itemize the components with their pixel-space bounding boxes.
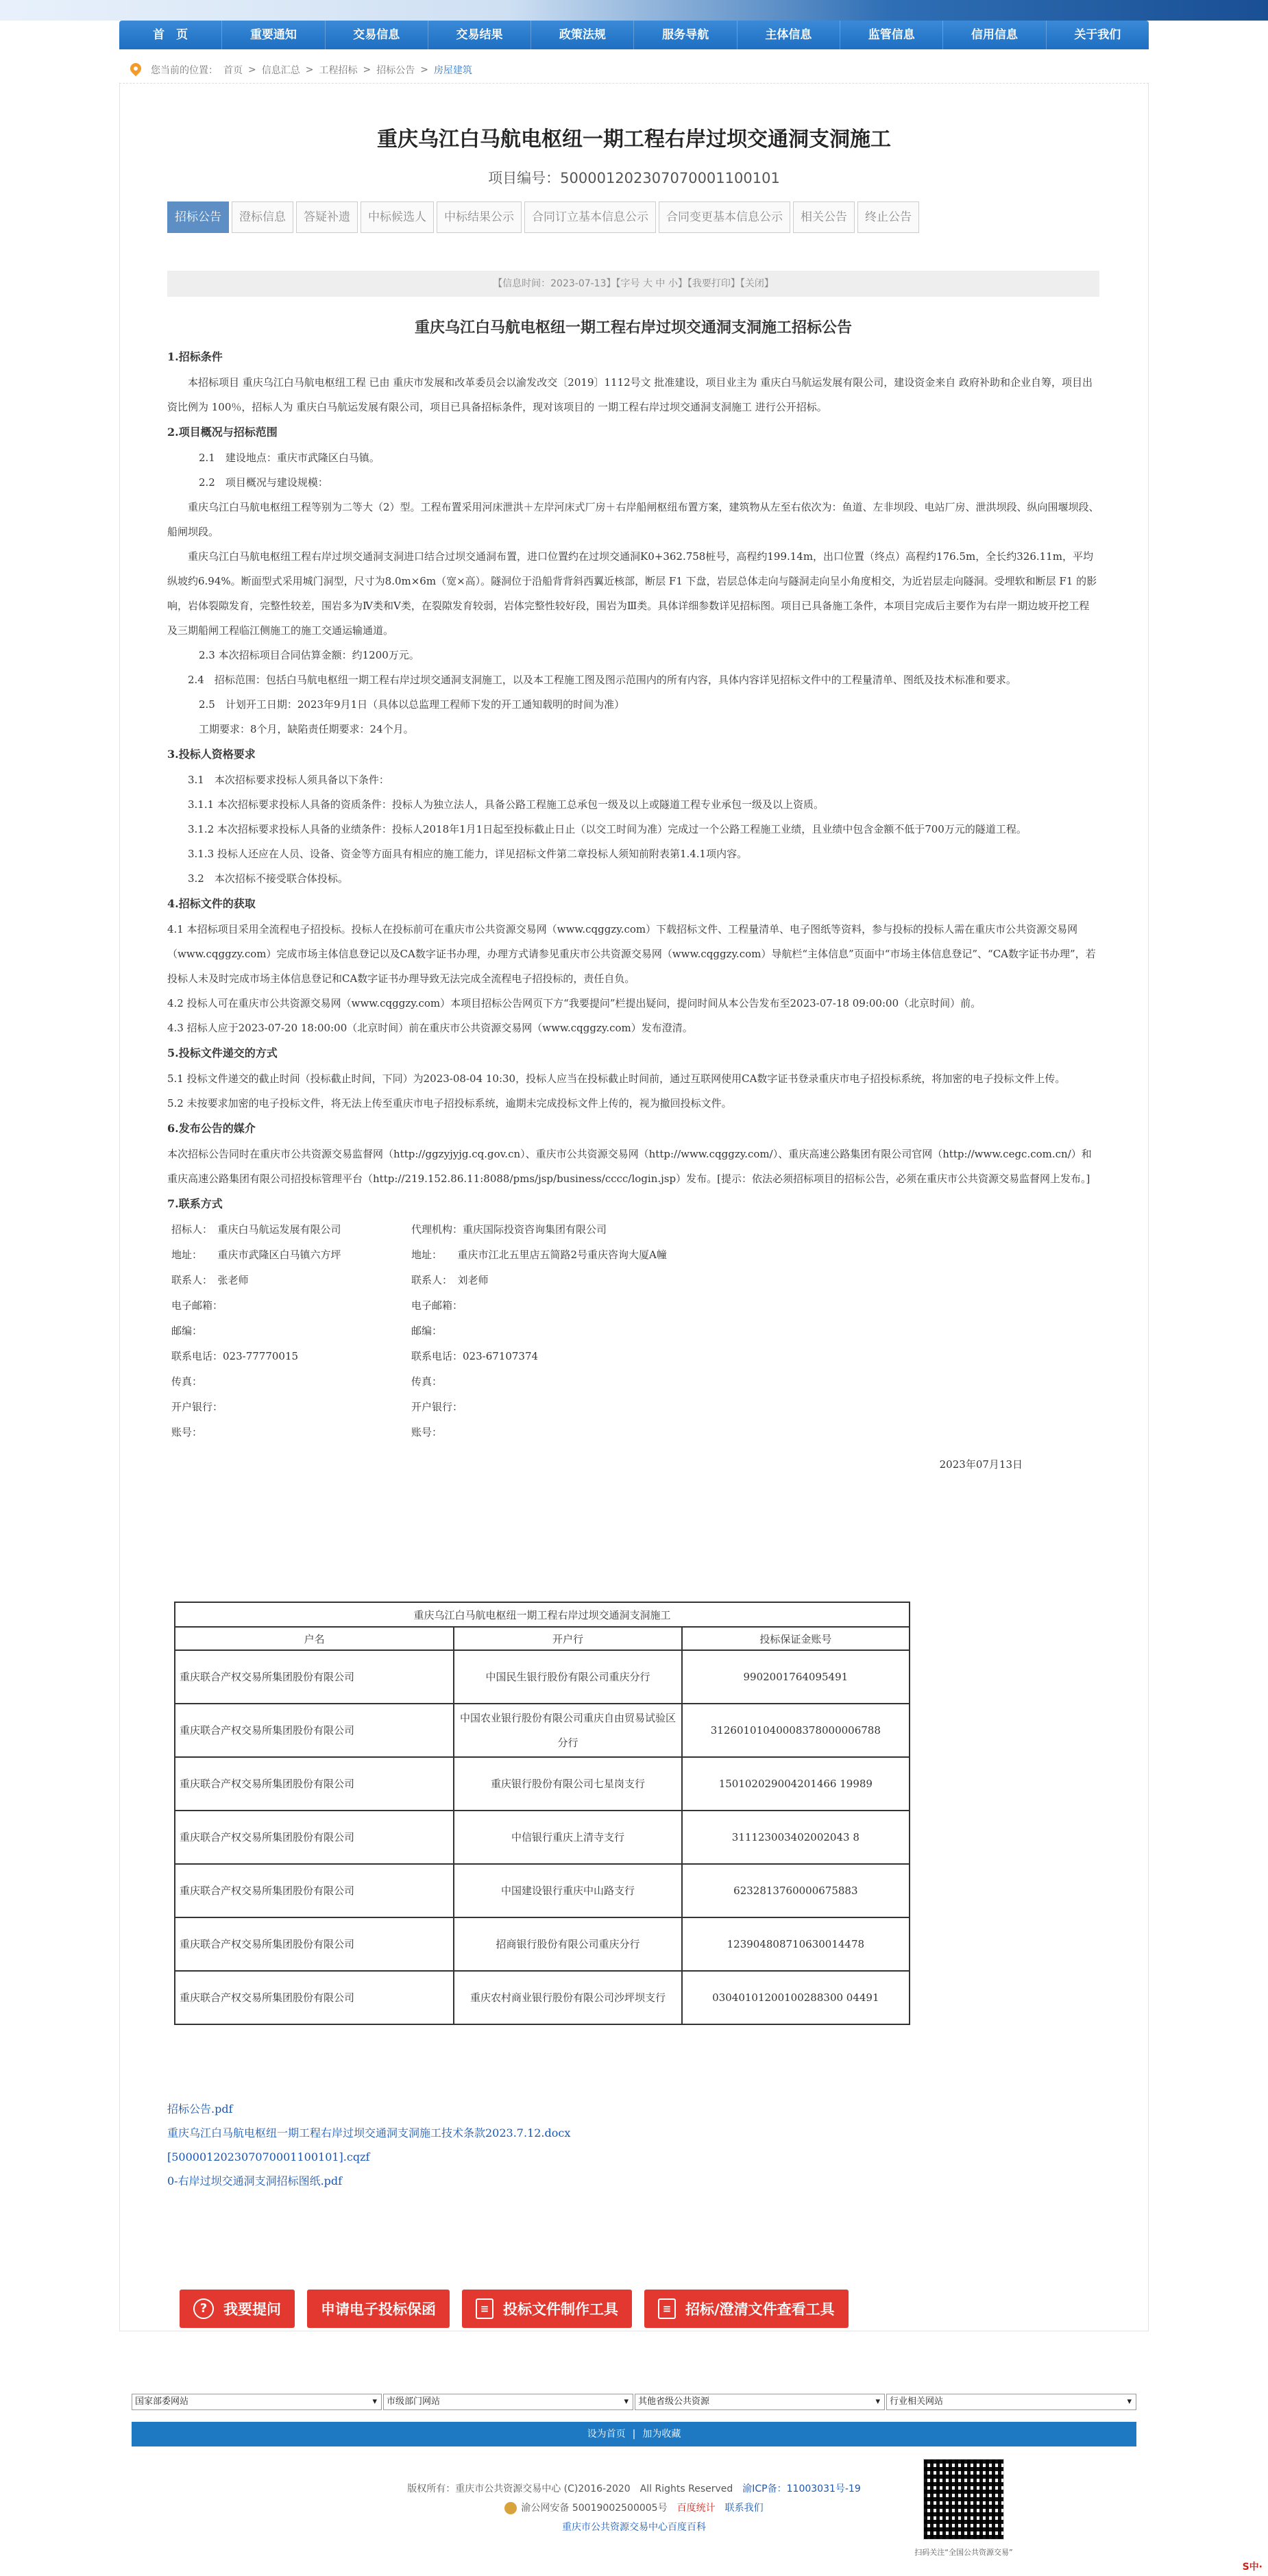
table-cell: 123904808710630014478 [682,1917,910,1971]
contact-zip-1: 邮编： [171,1325,203,1337]
city-sites-select[interactable]: 市级部门网站 ▾ [383,2394,633,2410]
table-cell: 重庆联合产权交易所集团股份有限公司 [175,1650,454,1704]
table-row [175,1864,910,1917]
notice-heading: 重庆乌江白马航电枢纽一期工程右岸过坝交通洞支洞施工招标公告 [414,319,852,336]
project-number: 项目编号：500001202307070001100101 [488,170,780,186]
contact-bank-2: 开户银行： [411,1401,463,1413]
section-2-title: 2.项目概况与招标范围 [167,426,278,439]
breadcrumb-summary[interactable]: 信息汇总 [261,64,300,76]
table-row [175,1704,910,1757]
section-3-title: 3.投标人资格要求 [167,748,256,761]
copyright-text: 版权所有：重庆市公共资源交易中心 (C)2016-2020 All Rights Reserved [407,2483,733,2494]
ask-question-label: 我要提问 [223,2301,281,2318]
section-2-1: 2.1 建设地点：重庆市武隆区白马镇。 [199,452,380,464]
table-cell: 311123003402002043 8 [682,1811,910,1864]
breadcrumb: 您当前的位置： 首页 > 信息汇总 > 工程招标 > 招标公告 > 房屋建筑 [119,56,1149,84]
nav-item-trade-info[interactable]: 交易信息 [326,21,428,49]
table-cell: 重庆联合产权交易所集团股份有限公司 [175,1971,454,2024]
contact-address-1: 地址： 重庆市武隆区白马镇六方坪 [171,1249,341,1261]
table-cell: 6232813760000675883 [682,1864,910,1917]
file-edit-icon: ≡ [658,2298,676,2319]
footer-link-bar: 设为首页 | 加为收藏 [132,2422,1136,2446]
breadcrumb-home[interactable]: 首页 [223,64,243,76]
tab-result[interactable]: 中标结果公示 [437,201,522,233]
info-bar[interactable]: 【信息时间：2023-07-13】【字号 大 中 小】【我要打印】【关闭】 [167,271,1099,297]
contact-bank-1: 开户银行： [171,1401,223,1413]
baike-link[interactable]: 重庆市公共资源交易中心百度百科 [562,2522,706,2533]
attachment-link[interactable]: 招标公告.pdf [167,2102,233,2115]
nav-item-policy[interactable]: 政策法规 [531,21,634,49]
table-cell: 中国农业银行股份有限公司重庆自由贸易试验区分行 [454,1704,681,1757]
national-sites-select[interactable]: 国家部委网站 ▾ [132,2394,382,2410]
police-record: 渝公网安备 50019002500005号 [521,2503,668,2514]
section-2-5: 2.5 计划开工日期：2023年9月1日（具体以总监理工程师下发的开工通知载明的时间为准） [199,698,625,711]
file-viewer-label: 招标/澄清文件查看工具 [685,2301,835,2318]
table-cell: 重庆联合产权交易所集团股份有限公司 [175,1864,454,1917]
section-2-p2: 重庆乌江白马航电枢纽工程右岸过坝交通洞支洞进口结合过坝交通洞布置，进口位置约在过坝交通洞K0+362.758桩号，高程约199.14m，出口位置（终点）高程约176.5m，全长约326.11m，平均纵坡约6.94%。断面型式采用城门洞型，尺寸为8.0m×6m（宽×高）。隧洞位于沿船背背斜西翼近核部，断层 F1 下盘，岩层总体走向与隧洞走向呈小角度相交，为近岩层走向隧洞。受埋软和断层 F1 的影响，岩体裂隙发育，完整性较差，围岩多为Ⅳ类和Ⅴ类，在裂隙发育较弱，岩体完整性较好段，围岩为Ⅲ类。具体详细参数详见招标图。项目已具备施工条件，本项目完成后主要作为右岸一期边坡开挖工程及三期船闸工程临江侧施工的施工交通运输通道。 [167,550,1097,637]
nav-item-credit[interactable]: 信用信息 [943,21,1046,49]
table-row [175,1917,910,1971]
attachment-link[interactable]: 0-右岸过坝交通洞支洞招标图纸.pdf [167,2174,343,2187]
tab-termination[interactable]: 终止公告 [857,201,919,233]
section-2-p1: 重庆乌江白马航电枢纽工程等别为二等大（2）型。工程布置采用河床泄洪＋左岸河床式厂房＋右岸船闸枢纽布置方案，建筑物从左至右依次为：鱼道、左非坝段、电站厂房、泄洪坝段、纵向围堰坝段、船闸坝段。 [167,501,1099,538]
tab-contract[interactable]: 合同订立基本信息公示 [524,201,656,233]
nav-item-home[interactable]: 首 页 [119,21,222,49]
sign-date: 2023年07月13日 [939,1458,1023,1471]
table-cell: 31260101040008378000006788 [682,1704,910,1757]
table-row [175,1971,910,2024]
ask-question-button[interactable] [180,2290,295,2328]
section-3-1: 3.1 本次招标要求投标人须具备以下条件： [188,774,389,786]
top-banner [0,0,1268,21]
breadcrumb-current[interactable]: 房屋建筑 [433,64,472,76]
table-cell: 9902001764095491 [682,1650,910,1704]
contact-grid [167,1217,1099,1445]
table-row [175,1650,910,1704]
contact-phone-1: 联系电话：023-77770015 [171,1350,299,1362]
section-7-title: 7.联系方式 [167,1197,223,1210]
section-6-text: 本次招标公告同时在重庆市公共资源交易监督网（http://ggzyjyjg.cq.gov.cn）、重庆市公共资源交易网（http://www.cqggzy.com/）、重庆高速公路集团有限公司官网（http://www.cegc.com.cn/）和重庆高速公路集团有限公司招投标管理平台（http://219.152.86.11:8088/pms/jsp/business/cccc/login.jsp）发布。[提示：依法必须招标项目的招标公告，必须在重庆市公共资源交易监督网上发布。] [167,1148,1092,1185]
stats-link[interactable]: 百度统计 [676,2503,716,2514]
table-cell: 重庆银行股份有限公司七星岗支行 [454,1757,681,1811]
tab-bid-notice[interactable]: 招标公告 [167,201,229,233]
tab-related[interactable]: 相关公告 [793,201,855,233]
attachment-link[interactable]: 重庆乌江白马航电枢纽一期工程右岸过坝交通洞支洞施工技术条款2023.7.12.docx [167,2126,571,2139]
contact-fax-2: 传真： [411,1375,443,1388]
bid-tool-button[interactable] [462,2290,632,2328]
contact-link[interactable]: 联系我们 [724,2503,764,2514]
nav-item-supervision[interactable]: 监管信息 [840,21,943,49]
contact-email-1: 电子邮箱： [171,1299,223,1312]
deposit-account-table [174,1602,910,2025]
table-caption: 重庆乌江白马航电枢纽一期工程右岸过坝交通洞支洞施工 [175,1602,910,1627]
section-2-6: 工期要求：8个月，缺陷责任期要求：24个月。 [199,723,414,735]
table-cell: 150102029004201466 19989 [682,1757,910,1811]
action-buttons [180,2290,849,2328]
attachment-list [167,2097,570,2193]
section-2-4: 2.4 招标范围：包括白马航电枢纽一期工程右岸过坝交通洞支洞施工，以及本工程施工图及图示范围内的所有内容，具体内容详见招标文件中的工程量清单、图纸及技术标准和要求。 [167,674,1016,686]
table-cell: 中国建设银行重庆中山路支行 [454,1864,681,1917]
tab-qa[interactable]: 答疑补遗 [296,201,358,233]
notice-body [167,314,1099,1477]
page-title: 重庆乌江白马航电枢纽一期工程右岸过坝交通洞支洞施工 [377,127,891,151]
contact-account-1: 账号： [171,1426,203,1438]
nav-item-trade-result[interactable]: 交易结果 [428,21,531,49]
contact-person-1: 联系人： 张老师 [171,1274,249,1286]
section-6-title: 6.发布公告的媒介 [167,1122,256,1135]
section-2-2: 2.2 项目概况与建设规模： [199,476,328,489]
section-2-3: 2.3 本次招标项目合同估算金额：约1200万元。 [199,649,419,661]
table-cell: 重庆联合产权交易所集团股份有限公司 [175,1917,454,1971]
link-selects [132,2394,1136,2410]
main-nav [119,21,1149,49]
contact-email-2: 电子邮箱： [411,1299,463,1312]
table-row [175,1757,910,1811]
table-header: 开户行 [454,1627,681,1650]
tab-contract-change[interactable]: 合同变更基本信息公示 [659,201,790,233]
section-4-1: 4.1 本招标项目采用全流程电子招投标。投标人在投标前可在重庆市公共资源交易网（www.cqggzy.com）下载招标文件、工程量清单、电子图纸等资料，参与投标的投标人需在重庆市公共资源交易网（www.cqggzy.com）完成市场主体信息登记以及CA数字证书办理，办理方式请参见重庆市公共资源交易网（www.cqggzy.com）导航栏“主体信息”页面中“市场主体信息登记”、“CA数字证书办理”，若投标人未及时完成市场主体信息登记和CA数字证书办理导致无法完成全流程电子招投标的，责任自负。 [167,923,1096,985]
question-icon: ? [193,2298,214,2319]
contact-agency: 代理机构：重庆国际投资咨询集团有限公司 [411,1223,607,1236]
qr-code [923,2459,1004,2540]
notice-tabs [167,201,922,233]
nav-item-notice[interactable]: 重要通知 [222,21,325,49]
document-icon: ≡ [476,2298,493,2319]
table-cell: 中国民生银行股份有限公司重庆分行 [454,1650,681,1704]
file-viewer-button[interactable] [644,2290,849,2328]
table-cell: 中信银行重庆上清寺支行 [454,1811,681,1864]
section-3-2: 3.2 本次招标不接受联合体投标。 [188,872,348,885]
contact-account-2: 账号： [411,1426,443,1438]
nav-item-subject[interactable]: 主体信息 [737,21,840,49]
tab-clarification[interactable]: 澄标信息 [232,201,293,233]
table-row [175,1811,910,1864]
table-cell: 03040101200100288300 04491 [682,1971,910,2024]
table-header: 户名 [175,1627,454,1650]
nav-item-service[interactable]: 服务导航 [634,21,737,49]
contact-address-2: 地址： 重庆市江北五里店五简路2号重庆咨询大厦A幢 [411,1249,667,1261]
contact-fax-1: 传真： [171,1375,203,1388]
section-3-1-1: 3.1.1 本次招标要求投标人具备的资质条件：投标人为独立法人，具备公路工程施工总承包一级及以上或隧道工程专业承包一级及以上资质。 [188,798,824,811]
table-cell: 重庆农村商业银行股份有限公司沙坪坝支行 [454,1971,681,2024]
table-cell: 招商银行股份有限公司重庆分行 [454,1917,681,1971]
nav-item-about[interactable]: 关于我们 [1074,28,1121,42]
police-badge-icon [504,2502,517,2514]
section-4-2: 4.2 投标人可在重庆市公共资源交易网（www.cqggzy.com）本项目招标公告网页下方“我要提问”栏提出疑问，提问时间从本公告发布至2023-07-18 09:00:00（北京时间）前。 [167,997,982,1009]
section-4-3: 4.3 招标人应于2023-07-20 18:00:00（北京时间）前在重庆市公共资源交易网（www.cqggzy.com）发布澄清。 [167,1022,693,1034]
contact-person-2: 联系人： 刘老师 [411,1274,489,1286]
industry-sites-select[interactable]: 行业相关网站 ▾ [886,2394,1136,2410]
section-1-title: 1.招标条件 [167,350,223,363]
table-cell: 重庆联合产权交易所集团股份有限公司 [175,1757,454,1811]
input-method-icon: S中· [1242,2562,1263,2573]
bid-tool-label: 投标文件制作工具 [503,2301,618,2318]
section-3-1-2: 3.1.2 本次招标要求投标人具备的业绩条件：投标人2018年1月1日起至投标截止日止（以交工时间为准）完成过一个公路工程施工业绩，且业绩中包含金额不低于700万元的隧道工程。 [188,823,1027,835]
provincial-sites-select[interactable]: 其他省级公共资源 ▾ [635,2394,885,2410]
breadcrumb-notice[interactable]: 招标公告 [376,64,415,76]
contact-phone-2: 联系电话：023-67107374 [411,1350,539,1362]
apply-guarantee-button[interactable] [307,2290,450,2328]
section-3-1-3: 3.1.3 投标人还应在人员、设备、资金等方面具有相应的施工能力，详见招标文件第二章投标人须知前附表第1.4.1项内容。 [188,848,748,860]
section-5-title: 5.投标文件递交的方式 [167,1046,278,1059]
location-pin-icon [130,63,141,77]
contact-tenderer: 招标人： 重庆白马航运发展有限公司 [171,1223,341,1236]
apply-guarantee-label: 申请电子投标保函 [321,2301,436,2318]
section-1-text: 本招标项目 重庆乌江白马航电枢纽工程 已由 重庆市发展和改革委员会以渝发改交〔2019〕1112号文 批准建设，项目业主为 重庆白马航运发展有限公司，建设资金来自 政府补助和企业自筹，项目出资比例为 100％，招标人为 重庆白马航运发展有限公司，项目已具备招标条件，现对该项目的 一期工程右岸过坝交通洞支洞施工 进行公开招标。 [167,376,1093,413]
breadcrumb-engineering[interactable]: 工程招标 [319,64,358,76]
section-5-2: 5.2 未按要求加密的电子投标文件，将无法上传至重庆市电子招投标系统，逾期未完成投标文件上传的，视为撤回投标文件。 [167,1097,732,1109]
breadcrumb-prefix: 您当前的位置： [151,64,218,76]
icp-link[interactable]: 渝ICP备：11003031号-19 [742,2483,861,2494]
table-cell: 重庆联合产权交易所集团股份有限公司 [175,1704,454,1757]
section-5-1: 5.1 投标文件递交的截止时间（投标截止时间，下同）为2023-08-04 10:30，投标人应当在投标截止时间前，通过互联网使用CA数字证书登录重庆市电子招投标系统，将加密的电子投标文件上传。 [167,1072,1066,1085]
contact-zip-2: 邮编： [411,1325,443,1337]
attachment-link[interactable]: [500001202307070001100101].cqzf [167,2150,370,2163]
add-favorite-link[interactable]: 加为收藏 [642,2429,681,2440]
table-header: 投标保证金账号 [682,1627,910,1650]
set-homepage-link[interactable]: 设为首页 [587,2429,626,2440]
tab-candidates[interactable]: 中标候选人 [361,201,434,233]
section-4-title: 4.招标文件的获取 [167,897,256,910]
table-cell: 重庆联合产权交易所集团股份有限公司 [175,1811,454,1864]
qr-caption: 扫码关注“全国公共资源交易” [914,2548,1013,2557]
